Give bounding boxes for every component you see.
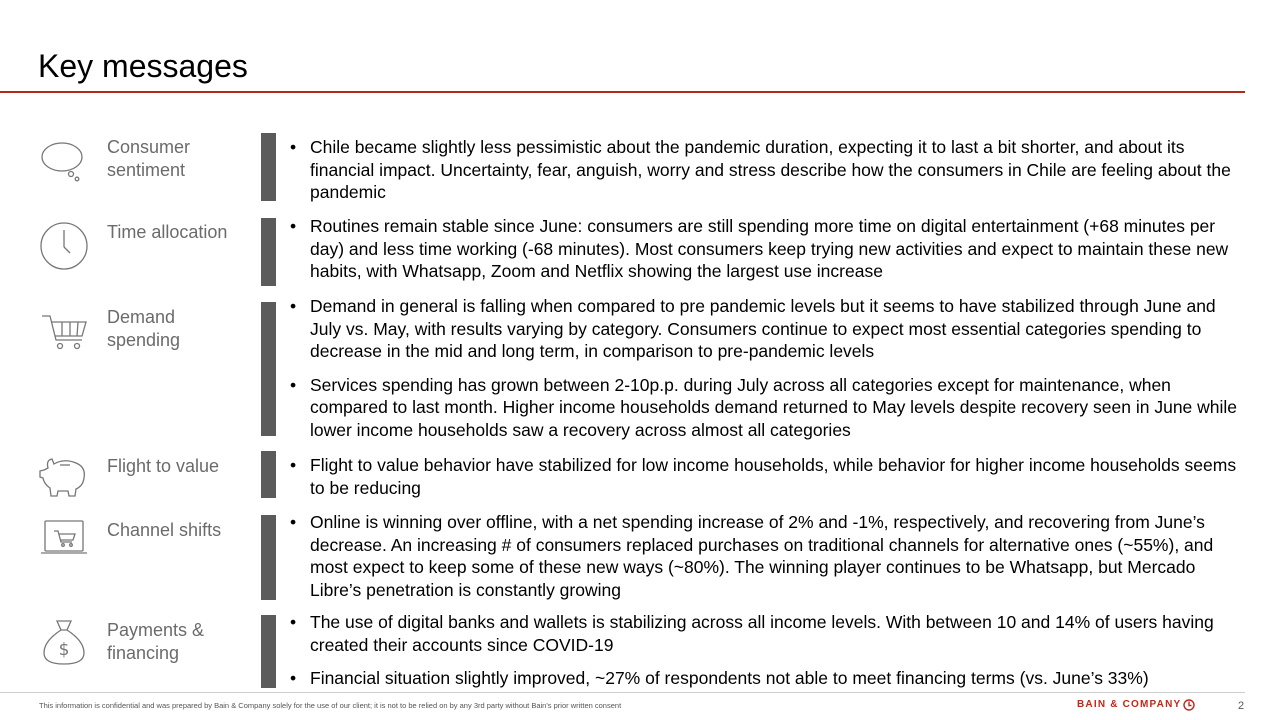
- money-bag-icon: [38, 617, 90, 669]
- bullet-item: • The use of digital banks and wallets is stabilizing across all income levels. With between 10 and 14% of users having created their accounts since COVID-19: [290, 611, 1242, 656]
- brand-logo-text: BAIN & COMPANY: [1077, 699, 1182, 710]
- section-bar: [261, 615, 276, 688]
- section-bar: [261, 218, 276, 286]
- section-label: Channel shifts: [107, 520, 222, 540]
- bullet-item: • Online is winning over offline, with a net spending increase of 2% and -1%, respectively, and recovering from June’s decrease. An increasing # of consumers replaced purchases on traditional channels for alternative ones (~55%), and most expect to keep some of these new ways (~80%). The winning player continues to be Whatsapp, but Mercado Libre’s penetration is constantly growing: [290, 511, 1242, 601]
- bullet-list: [290, 215, 1242, 294]
- bullet-list: [290, 511, 1242, 612]
- bullet-item: • Services spending has grown between 2-10p.p. during July across all categories except for maintenance, when compared to last month. Higher income households demand returned to May levels despite recovery seen in June while lower income households saw a recovery across almost all categories: [290, 374, 1242, 442]
- bullet-item: • Financial situation slightly improved, ~27% of respondents not able to meet financing terms (vs. June’s 33%): [290, 667, 1242, 690]
- section-bar: [261, 302, 276, 436]
- bullet-item: • Chile became slightly less pessimistic about the pandemic duration, expecting it to last a bit shorter, and about its financial impact. Uncertainty, fear, anguish, worry and stress describe how the consumers in Chile are feeling about the pandemic: [290, 136, 1242, 204]
- clock-icon: [38, 220, 90, 272]
- footer-divider: [0, 692, 1245, 693]
- bullet-item: • Demand in general is falling when compared to pre pandemic levels but it seems to have stabilized through June and July vs. May, with results varying by category. Consumers continue to expect most essential categories spending to decrease in the mid and long term, in comparison to pre-pandemic levels: [290, 295, 1242, 363]
- svg-text:$: $: [58, 640, 70, 660]
- section-label: Payments & financing: [107, 620, 205, 663]
- section-bar: [261, 133, 276, 201]
- section-bar: [261, 515, 276, 600]
- section-label: Consumer sentiment: [107, 137, 191, 180]
- section-bar: [261, 451, 276, 498]
- bullet-list: [290, 136, 1242, 215]
- page-title: Key messages: [38, 48, 248, 84]
- speech-bubble-icon: [38, 136, 90, 188]
- bullet-list: [290, 295, 1242, 452]
- section-label: Flight to value: [107, 456, 220, 476]
- bullet-item: • Routines remain stable since June: consumers are still spending more time on digital entertainment (+68 minutes per day) and less time working (-68 minutes). Most consumers keep trying new activities and expect to maintain these new habits, with Whatsapp, Zoom and Netflix showing the largest use increase: [290, 215, 1242, 283]
- laptop-cart-icon: [38, 512, 90, 564]
- page-number: 2: [1238, 700, 1245, 712]
- brand-mark-icon: [1183, 698, 1195, 710]
- title-divider: [0, 91, 1245, 93]
- bullet-item: • Flight to value behavior have stabilized for low income households, while behavior for higher income households seems to be reducing: [290, 454, 1242, 499]
- shopping-cart-icon: [38, 306, 90, 358]
- section-label: Demand spending: [107, 307, 181, 350]
- footer-disclaimer: This information is confidential and was prepared by Bain & Company solely for the use of our client; it is not to be relied on by any 3rd party without Bain's prior written consent: [39, 701, 622, 710]
- piggy-bank-icon: [38, 450, 90, 502]
- section-label: Time allocation: [107, 222, 228, 242]
- bullet-list: [290, 611, 1242, 701]
- bullet-list: [290, 454, 1242, 510]
